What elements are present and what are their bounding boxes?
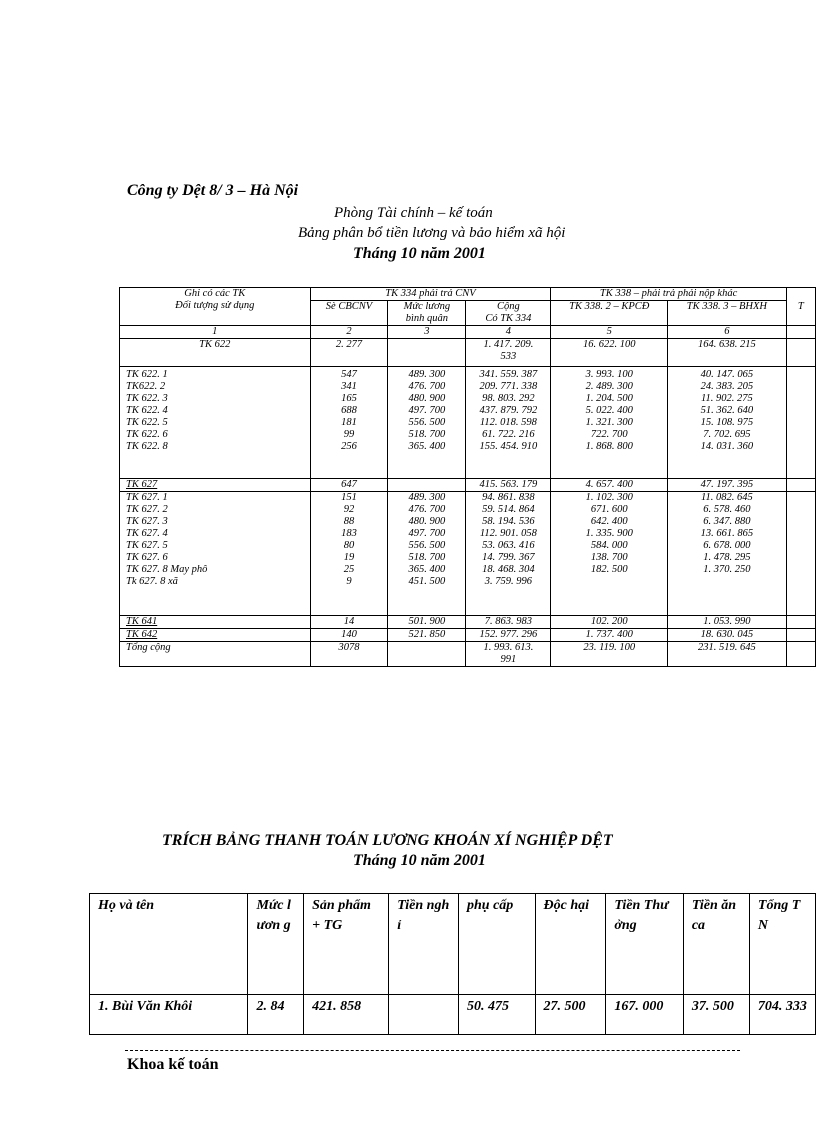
payroll-title: TRÍCH BẢNG THANH TOÁN LƯƠNG KHOÁN XÍ NGHIỆP DỆT xyxy=(162,832,613,849)
table-row-group-627: TK 627. 1 TK 627. 2 TK 627. 3 TK 627. 4 TK 627. 5 TK 627. 6 TK 627. 8 May phô Tk 627. 8 xã 151 92 88 183 80 19 25 9 489. 300 476. 700 480. 900 497. 700 556. 500 518. 700 365. 400 451. 500 94. 861. 838 59. 514. 864 58. 194. 536 112. 901. 058 53. 063. 416 14. 799. 367 18. 468. 304 3. 759. 996 1. 102. 300 671. 600 642. 400 1. 335. 900 584. 000 138. 700 182. 500 11. 082. 645 6. 578. 460 6. 347. 880 13. 661. 865 6. 678. 000 1. 478. 295 1. 370. 250 xyxy=(120,492,816,616)
table-row: 1. Bùi Văn Khôi 2. 84 421. 858 50. 475 27. 500 167. 000 37. 500 704. 333 xyxy=(90,995,816,1035)
table-row: TK 627 647 415. 563. 179 4. 657. 400 47. 197. 395 xyxy=(120,479,816,492)
signature-label: Khoa kế toán xyxy=(127,1056,219,1073)
company-name: Công ty Dệt 8/ 3 – Hà Nội xyxy=(127,182,299,199)
header-avg: Mức lương bình quân xyxy=(388,301,466,326)
document-subtitle: Bảng phân bổ tiền lương và bảo hiểm xã hội xyxy=(298,225,566,241)
header-total: Cộng Có TK 334 xyxy=(466,301,551,326)
header-group-334: TK 334 phải trả CNV xyxy=(310,288,551,301)
header-count: Sè CBCNV xyxy=(310,301,388,326)
table-row: TK 622 2. 277 1. 417. 209. 533 16. 622. 100 164. 638. 215 xyxy=(120,339,816,367)
table-row-group-622: TK 622. 1 TK622. 2 TK 622. 3 TK 622. 4 TK 622. 5 TK 622. 6 TK 622. 8 547 341 165 688 181 99 256 489. 300 476. 700 480. 900 497. 700 556. 500 518. 700 365. 400 341. 559. 387 209. 771. 338 98. 803. 292 437. 879. 792 112. 018. 598 61. 722. 216 155. 454. 910 3. 993. 100 2. 489. 300 1. 204. 500 5. 022. 400 1. 321. 300 722. 700 1. 868. 800 40. 147. 065 24. 383. 205 11. 902. 275 51. 362. 640 15. 108. 975 7. 702. 695 14. 031. 360 xyxy=(120,367,816,479)
department-name: Phòng Tài chính – kế toán xyxy=(334,205,493,221)
header-subject: Ghi có các TK Đối tượng sử dụng xyxy=(120,288,311,326)
table-row: TK 641 14 501. 900 7. 863. 983 102. 200 1. 053. 990 xyxy=(120,616,816,629)
header-bhxh: TK 338. 3 – BHXH xyxy=(668,301,787,326)
payroll-header-row: Họ và tên Mức lươn g Sản phẩm + TG Tiền nghỉ phụ cấp Độc hại Tiền Thưởng Tiền ăn ca Tổng TN xyxy=(90,894,816,995)
divider xyxy=(125,1050,740,1051)
table-row: TK 642 140 521. 850 152. 977. 296 1. 737. 400 18. 630. 045 xyxy=(120,629,816,642)
allocation-table xyxy=(119,287,816,667)
payroll-month: Tháng 10 năm 2001 xyxy=(353,852,486,869)
document-month: Tháng 10 năm 2001 xyxy=(353,245,486,262)
table-header-row xyxy=(120,288,816,301)
payroll-table xyxy=(89,893,816,1035)
table-index-row: 1 2 3 4 5 6 xyxy=(120,326,816,339)
header-kpcd: TK 338. 2 – KPCĐ xyxy=(551,301,668,326)
table-total-row: Tổng cộng 3078 1. 993. 613. 991 23. 119. 100 231. 519. 645 xyxy=(120,642,816,667)
header-extra: T xyxy=(786,301,815,326)
header-group-338: TK 338 – phải trả phải nộp khác xyxy=(551,288,786,301)
